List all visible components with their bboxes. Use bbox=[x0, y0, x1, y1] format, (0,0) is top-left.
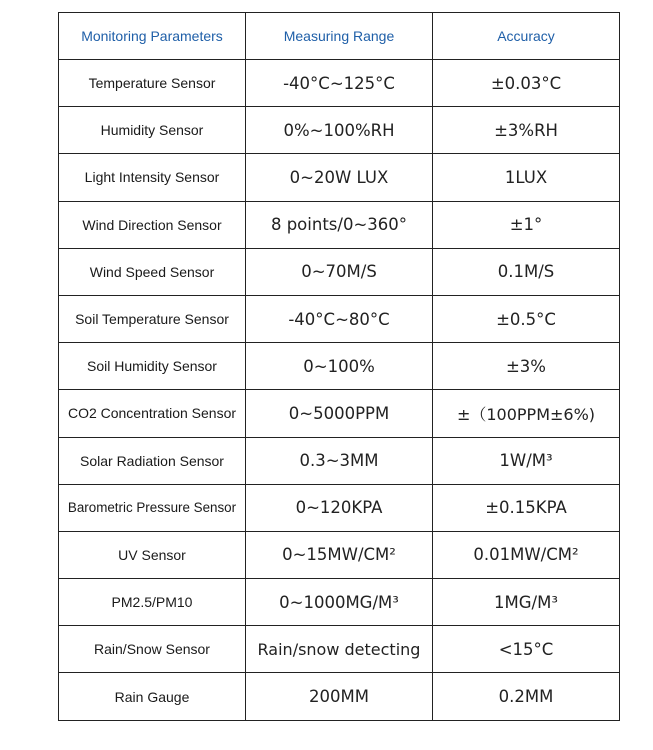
range-cell: 0~20W LUX bbox=[246, 154, 433, 201]
accuracy-cell: ±1° bbox=[433, 201, 620, 248]
range-cell: 0~15MW/CM² bbox=[246, 531, 433, 578]
parameter-cell: Soil Temperature Sensor bbox=[59, 295, 246, 342]
table-row bbox=[59, 295, 620, 342]
accuracy-cell: 0.01MW/CM² bbox=[433, 531, 620, 578]
range-cell: 0.3~3MM bbox=[246, 437, 433, 484]
range-cell: 0~70M/S bbox=[246, 248, 433, 295]
header-accuracy: Accuracy bbox=[433, 13, 620, 60]
table-row bbox=[59, 248, 620, 295]
sensor-spec-table bbox=[58, 12, 620, 721]
accuracy-cell: ±3%RH bbox=[433, 107, 620, 154]
table-row bbox=[59, 626, 620, 673]
range-cell: 0~100% bbox=[246, 343, 433, 390]
header-measuring-range: Measuring Range bbox=[246, 13, 433, 60]
parameter-cell: Wind Speed Sensor bbox=[59, 248, 246, 295]
accuracy-cell: 0.1M/S bbox=[433, 248, 620, 295]
range-cell: -40°C~125°C bbox=[246, 60, 433, 107]
range-cell: 0~1000MG/M³ bbox=[246, 579, 433, 626]
table-row bbox=[59, 390, 620, 437]
accuracy-cell: ±（100PPM±6%) bbox=[433, 390, 620, 437]
table-row bbox=[59, 673, 620, 720]
accuracy-cell: 0.2MM bbox=[433, 673, 620, 720]
accuracy-cell: <15°C bbox=[433, 626, 620, 673]
parameter-cell: PM2.5/PM10 bbox=[59, 579, 246, 626]
table-row bbox=[59, 201, 620, 248]
accuracy-cell: 1LUX bbox=[433, 154, 620, 201]
range-cell: Rain/snow detecting bbox=[246, 626, 433, 673]
parameter-cell: Barometric Pressure Sensor bbox=[59, 484, 246, 531]
table-header-row bbox=[59, 13, 620, 60]
parameter-cell: Rain Gauge bbox=[59, 673, 246, 720]
table-row bbox=[59, 579, 620, 626]
table-row bbox=[59, 343, 620, 390]
parameter-cell: Soil Humidity Sensor bbox=[59, 343, 246, 390]
range-cell: 8 points/0~360° bbox=[246, 201, 433, 248]
accuracy-cell: ±3% bbox=[433, 343, 620, 390]
parameter-cell: Humidity Sensor bbox=[59, 107, 246, 154]
accuracy-cell: 1MG/M³ bbox=[433, 579, 620, 626]
accuracy-cell: ±0.5°C bbox=[433, 295, 620, 342]
accuracy-cell: ±0.15KPA bbox=[433, 484, 620, 531]
table-row bbox=[59, 154, 620, 201]
table-row bbox=[59, 484, 620, 531]
parameter-cell: UV Sensor bbox=[59, 531, 246, 578]
parameter-cell: Wind Direction Sensor bbox=[59, 201, 246, 248]
parameter-cell: Solar Radiation Sensor bbox=[59, 437, 246, 484]
range-cell: 0~120KPA bbox=[246, 484, 433, 531]
table-row bbox=[59, 60, 620, 107]
table-row bbox=[59, 437, 620, 484]
range-cell: -40°C~80°C bbox=[246, 295, 433, 342]
range-cell: 0~5000PPM bbox=[246, 390, 433, 437]
parameter-cell: CO2 Concentration Sensor bbox=[59, 390, 246, 437]
header-monitoring-parameters: Monitoring Parameters bbox=[59, 13, 246, 60]
parameter-cell: Light Intensity Sensor bbox=[59, 154, 246, 201]
range-cell: 0%~100%RH bbox=[246, 107, 433, 154]
table-row bbox=[59, 531, 620, 578]
accuracy-cell: ±0.03°C bbox=[433, 60, 620, 107]
parameter-cell: Temperature Sensor bbox=[59, 60, 246, 107]
range-cell: 200MM bbox=[246, 673, 433, 720]
parameter-cell: Rain/Snow Sensor bbox=[59, 626, 246, 673]
table-row bbox=[59, 107, 620, 154]
accuracy-cell: 1W/M³ bbox=[433, 437, 620, 484]
